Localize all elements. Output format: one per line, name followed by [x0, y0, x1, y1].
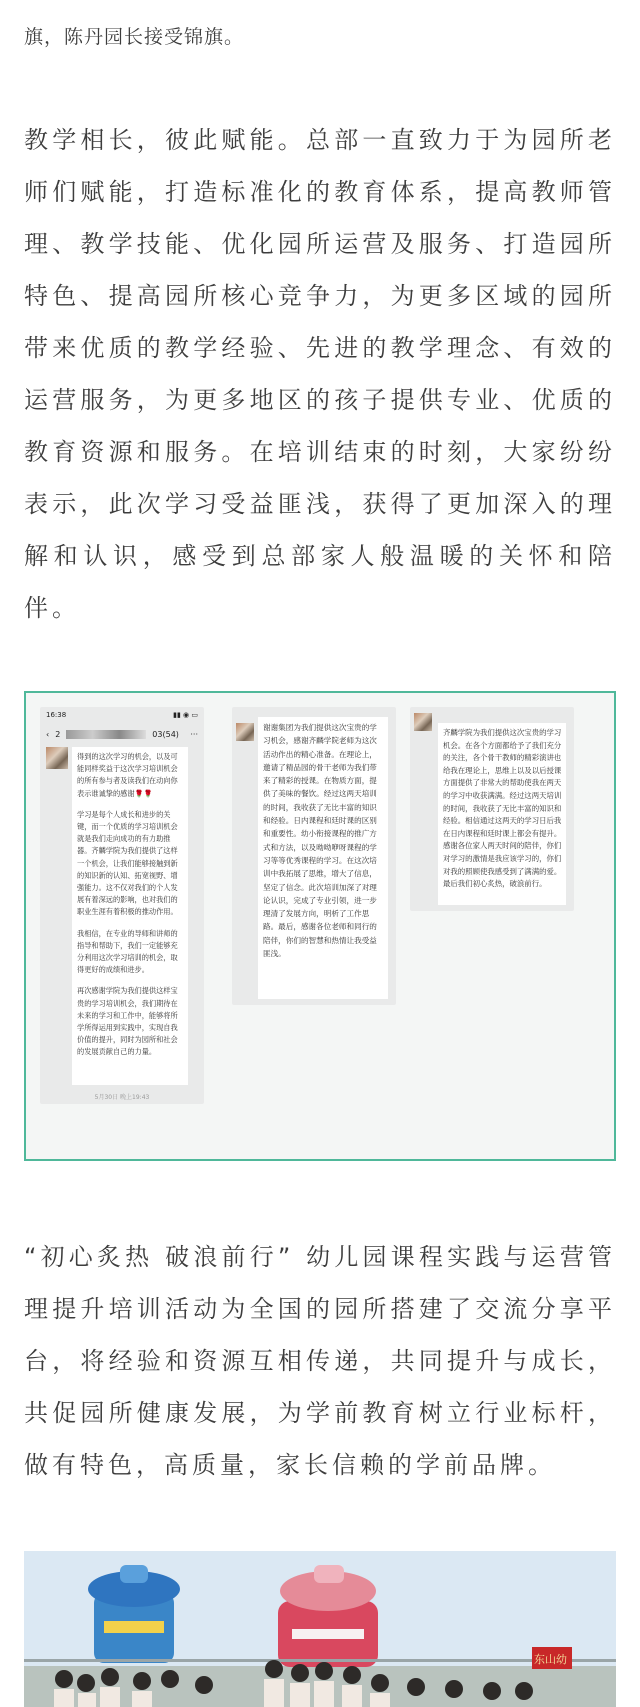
chat-bubble	[438, 723, 566, 905]
status-bar	[40, 707, 204, 723]
screenshot-right	[410, 707, 574, 911]
screenshot-middle	[232, 707, 396, 1005]
chat-paragraph: 再次感谢学院为我们提供这样宝贵的学习培训机会，我们期待在未来的学习和工作中，能够将所学所得运用到实践中，实现自我价值的提升，同时为园所和社会的发展贡献自己的力量。	[77, 986, 178, 1057]
chat-nav-bar	[40, 725, 204, 743]
chat-paragraph: 得到的这次学习的机会，以及可能同样奖益于这次学习培训机会的所有参与者及读我们在动向你表示谁诚挚的感谢🌹🌹	[77, 752, 178, 798]
feedback-screenshots-frame	[24, 691, 616, 1161]
sender-avatar	[414, 713, 432, 731]
chat-text: 谢谢集团为我们提供这次宝贵的学习机会，感谢齐麟学院老师为这次活动作出的精心准备。在理论上，邀请了精品园的骨干老师为我们带来了精彩的授课。在物质方面，提供了美味的餐饮。经过这两天培训的时间，我收获了无比丰富的知识和经验。日内课程和廷时课的区别和重要性。幼小衔接课程的推广方式和方法，以及呦呦咿呀课程的学习等等优秀课程的学习。在这次培训中我拓展了思维，增大了信息，坚定了信念。此次培训加深了对理论认识，完成了专业引领，进一步理清了发展方向，明析了工作思路。最后，感谢各位老师和同行的陪伴，你们的智慧和热情让我受益匪浅。	[263, 723, 377, 959]
chat-timestamp: 5月30日 晚上19:43	[94, 1094, 150, 1101]
sender-avatar	[236, 723, 254, 741]
sender-avatar	[46, 747, 68, 769]
screenshot-left	[40, 707, 204, 1104]
chat-paragraph: 我相信，在专业的导师和讲师的指导和帮助下，我们一定能够充分利用这次学习培训的机会，取得更好的成绩和进步。	[77, 928, 178, 975]
group-member-count: 03(54)	[152, 729, 179, 739]
status-time: 16:38	[46, 711, 67, 719]
photo-sign-text: 东山幼	[534, 1653, 567, 1666]
paragraph-teaching: 教学相长，彼此赋能。总部一直致力于为园所老师们赋能，打造标准化的教育体系，提高教师管理、教学技能、优化园所运营及服务、打造园所特色、提高园所核心竞争力，为更多区域的园所带来优质的教学经验、先进的教学理念、有效的运营服务，为更多地区的孩子提供专业、优质的教育资源和服务。在培训结束的时刻，大家纷纷表示，此次学习受益匪浅，获得了更加深入的理解和认识，感受到总部家人般温暖的关怀和陪伴。	[24, 126, 616, 622]
group-photo-illustration	[24, 1551, 616, 1707]
chat-bubble	[258, 717, 388, 999]
chat-text: 齐麟学院为我们提供这次宝贵的学习机会。在各个方面都给予了我们充分的关注，各个骨干教师的精彩演讲也给我在理论上，思维上以及以后授课方面提供了非常大的帮助使我在两天的学习中收获满满。经过这两天培训的时间，我收获了无比丰富的知识和经验。相信通过这两天的学习日后我在日内课程和廷时课上都会有提升。感谢各位家人两天时间的陪伴，你们对学习的激情是我应该学习的，你们对我的照顾使我感受到了满满的爱。最后我们初心炙热，破浪前行。	[443, 728, 562, 889]
unread-count: 2	[55, 729, 61, 739]
top-caption: 旗，陈丹园长接受锦旗。	[24, 26, 245, 48]
back-arrow-icon: ‹	[46, 729, 50, 739]
group-photo	[24, 1551, 616, 1707]
chat-bubble	[72, 747, 188, 1085]
chat-paragraph: 学习是每个人成长和进步的关键，而一个优质的学习培训机会就是我们走向成功的有力助推器。齐麟学院为我们提供了这样一个机会，让我们能够接触到新的知识新的认知、拓宽视野、增强能力。这不仅对我们的个人发展有着深远的影响，也对我们的职业生涯有着积极的推动作用。	[77, 809, 178, 917]
more-icon: ···	[190, 729, 198, 739]
status-icons: ▮▮ ◉ ▭	[173, 711, 198, 719]
blurred-group-name	[66, 730, 146, 739]
paragraph-summary: “初心炙热 破浪前行” 幼儿园课程实践与运营管理提升培训活动为全国的园所搭建了交流分享平台，将经验和资源互相传递，共同提升与成长，共促园所健康发展，为学前教育树立行业标杆，做有特色，高质量，家长信赖的学前品牌。	[24, 1243, 616, 1479]
